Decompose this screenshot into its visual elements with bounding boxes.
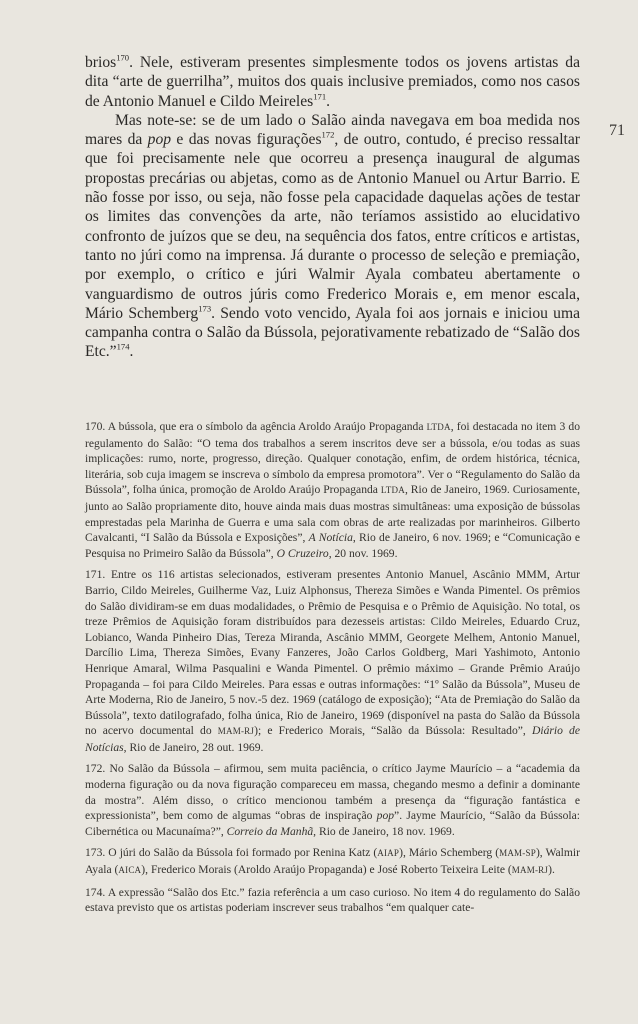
footnote-170 (85, 419, 580, 561)
footnote-ref-173[interactable]: 173 (198, 303, 212, 314)
footnote-text: ); e Frederico Morais, “Salão da Bússola: Resultado”, (254, 724, 532, 738)
main-text (85, 53, 580, 362)
footnote-ref-172[interactable]: 172 (321, 129, 335, 140)
footnote-ref-171[interactable]: 171 (313, 91, 327, 102)
small-caps-text: AIAP (377, 848, 400, 859)
small-caps-text: AICA (118, 865, 142, 876)
footnote-text: , Rio de Janeiro, 1969. Curiosamente, junto ao Salão propriamente dito, houve ainda mais duas mostras simultâneas: uma exposição de bússolas emprestadas pela Marinha de Guerra e uma sala com obras de arte realizadas por marinheiros. Gilberto Cavalcanti, “I Salão da Bússola e Exposições”, (85, 483, 580, 545)
footnote-text: 171. Entre os 116 artistas selecionados, estiveram presentes Antonio Manuel, Ascânio MMM, Artur Barrio, Cildo Meireles, Guilherme Vaz, Luiz Alphonsus, Thereza Simões e Wanda Pimentel. Os prêmios do Salão dividiram-se em duas modalidades, o Prêmio de Pesquisa e o Prêmio de Aquisição. No total, os treze Prêmios de Aquisição foram distribuídos para dezesseis artistas: Cildo Meireles, Eduardo Cruz, Lobianco, Wanda Pinheiro Dias, Tereza Miranda, Ascânio MMM, Georgete Melhem, Antonio Manuel, Darcílio Lima, Thereza Simões, Evany Fanzeres, João Carlos Goldberg, Mari Yashimoto, Antonio Henrique Amaral, Wilma Pasqualini e Wanda Pimentel. O prêmio máximo – Grande Prêmio Araújo Propaganda – foi para Cildo Meireles. Para essas e outras informações: “1º Salão da Bússola”, Museu de Arte Moderna, Rio de Janeiro, 5 nov.-5 dez. 1969 (catálogo de exposição); “Ata de Premiação do Salão da Bússola”, texto datilografado, folha única, Rio de Janeiro, 1969 (disponível na pasta do Salão da Bússola no acervo documental do (85, 568, 580, 738)
emphasis-text: A Notícia (308, 531, 353, 545)
footnotes (85, 419, 580, 916)
footnote-text: , Rio de Janeiro, 18 nov. 1969. (313, 824, 455, 838)
footnote-text: ), Walmir Ayala ( (85, 846, 580, 877)
paragraph-text: . (326, 92, 331, 110)
emphasis-text: Diário de Notícias (85, 724, 581, 754)
small-caps-text: MAM-RJ (511, 865, 549, 876)
page-number: 71 (609, 122, 625, 139)
footnote-text: ”. Jayme Maurício, “Salão da Bússola: Cibernética ou Macunaíma?”, (85, 809, 580, 838)
footnote-ref-174[interactable]: 174 (116, 342, 130, 353)
footnote-text: ), Frederico Morais (Aroldo Araújo Propaganda) e José Roberto Teixeira Leite ( (141, 863, 512, 877)
footnote-ref-170[interactable]: 170 (116, 52, 130, 63)
paragraph-text: . (129, 343, 134, 361)
footnote-text: , Rio de Janeiro, 28 out. 1969. (123, 740, 264, 754)
paragraph-1 (85, 53, 580, 111)
paragraph-2 (85, 111, 580, 362)
footnote-text: 174. A expressão “Salão dos Etc.” fazia referência a um caso curioso. No item 4 do regulamento do Salão estava previsto que os artistas poderiam inscrever seus trabalhos “em qualquer cate- (85, 885, 580, 915)
small-caps-text: LTDA (380, 485, 405, 496)
footnote-text: , 20 nov. 1969. (328, 546, 398, 560)
paragraph-text: . Nele, estiveram presentes simplesmente todos os jovens artistas da dita “arte de guerrilha”, muitos dos quais inclusive premiados, como nos casos de Antonio Manuel e Cildo Meireles (85, 54, 580, 110)
emphasis-text: Correio da Manhã (226, 824, 314, 838)
footnote-text: 170. A bússola, que era o símbolo da agência Aroldo Araújo Propaganda (85, 420, 427, 433)
footnote-text: , Rio de Janeiro, 6 nov. 1969; e “Comunicação e Pesquisa no Primeiro Salão da Bússola”, (85, 531, 580, 560)
footnote-text: ). (548, 863, 555, 877)
emphasis-text: pop (147, 131, 172, 149)
paragraph-text: brios (85, 54, 117, 71)
footnote-171 (85, 567, 580, 755)
footnote-text: , foi destacada no item 3 do regulamento do Salão: “O tema dos trabalhos a serem inscritos deve ser a bússola, e/ou todas as suas implicações: rumo, norte, progresso, direção. Qualquer conotação, enfim, de ordem histórica, técnica, literária, sob cuja imagem se inscreva o símbolo da empresa promotora”. Ver o “Regulamento do Salão da Bússola”, folha única, promoção de Aroldo Araújo Propaganda (85, 420, 580, 497)
paragraph-text: . Sendo voto vencido, Ayala foi aos jornais e iniciou uma campanha contra o Salão da Bússola, pejorativamente rebatizado de “Salão dos Etc.” (85, 304, 581, 361)
footnote-174 (85, 885, 580, 916)
footnote-173 (85, 845, 580, 878)
paragraph-text: , de outro, contudo, é preciso ressaltar que foi precisamente nele que ocorreu a presença inaugural de algumas propostas precárias ou abjetas, como as de Antonio Manuel ou Artur Barrio. E não fosse por isso, ou seja, não fosse pela capacidade daquelas ações de testar os limites das convenções da arte, não teríamos assistido ao elucidativo confronto de juízos que se deu, na sequência dos fatos, entre críticos e artistas, tanto no júri como na imprensa. Já durante o processo de seleção e premiação, por exemplo, o crítico e júri Walmir Ayala combateu abertamente o vanguardismo de outros júris como Frederico Morais e, em menor escala, Mário Schemberg (85, 131, 580, 322)
emphasis-text: pop (376, 809, 395, 823)
footnote-172 (85, 761, 580, 839)
footnote-text: 172. No Salão da Bússola – afirmou, sem muita paciência, o crítico Jayme Maurício – a “academia da moderna figuração ou da nova figuração compareceu em massa, chegando mesmo a definir a dominante da mostra”. Além disso, o crítico mencionou também a presença da “figuração fantástica e expressionista”, bem como de algumas “obras de inspiração (85, 762, 580, 823)
paragraph-text: Mas note-se: se de um lado o Salão ainda navegava em boa medida nos mares da (85, 111, 580, 149)
small-caps-text: LTDA (426, 422, 451, 432)
footnote-text: 173. O júri do Salão da Bússola foi formado por Renina Katz ( (85, 846, 378, 860)
small-caps-text: MAM-SP (499, 848, 536, 859)
footnote-text: ), Mário Schemberg ( (399, 846, 500, 860)
emphasis-text: O Cruzeiro (276, 546, 329, 560)
paragraph-text: e das novas figurações (171, 131, 322, 149)
small-caps-text: MAM-RJ (217, 726, 255, 737)
